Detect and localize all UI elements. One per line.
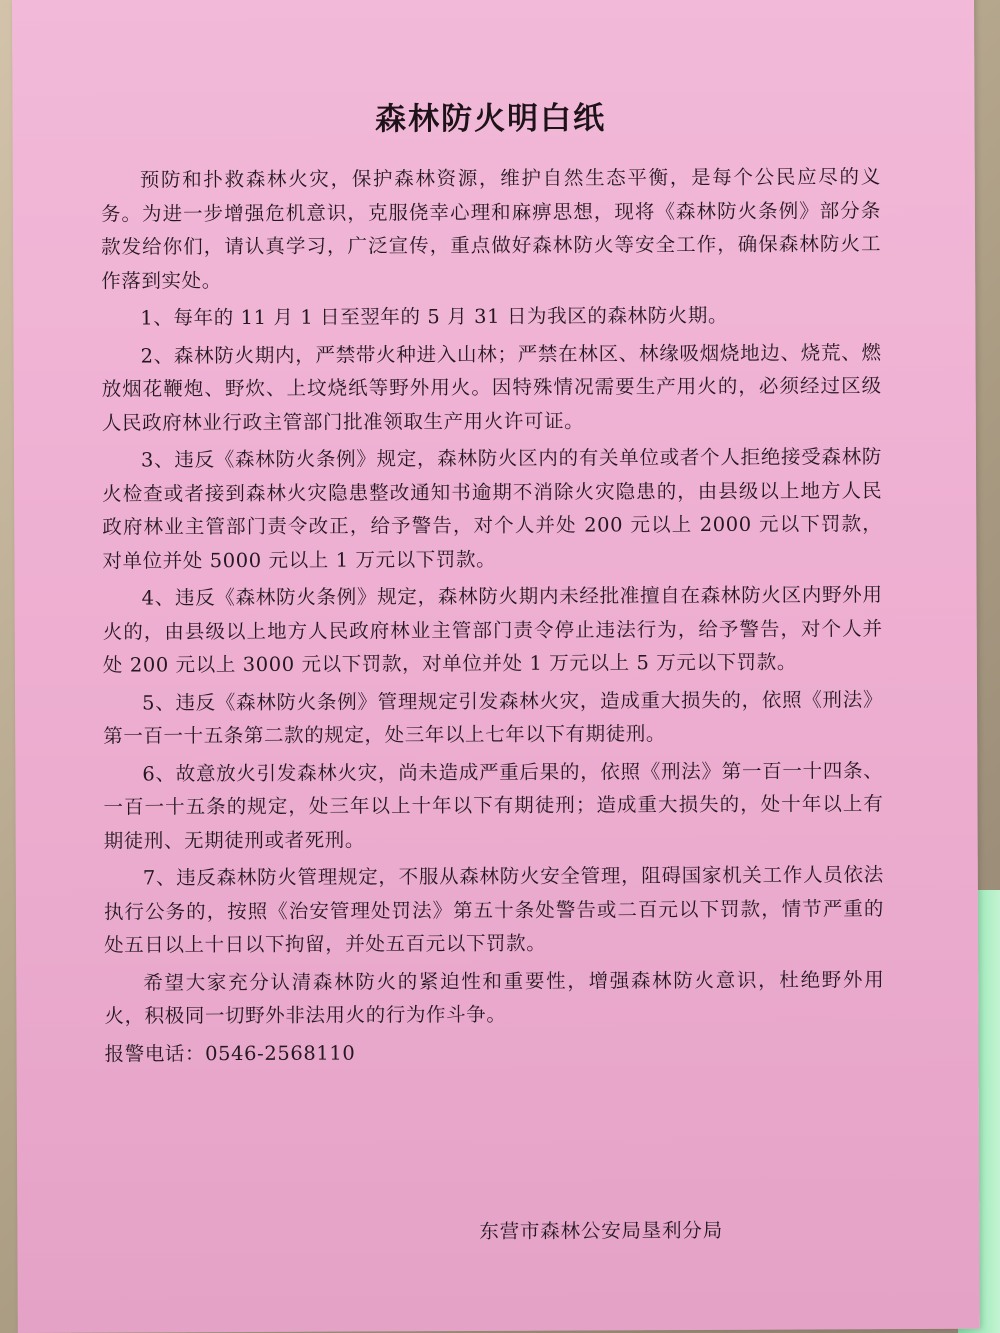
document-title: 森林防火明白纸 (374, 100, 607, 138)
closing-paragraph: 希望大家充分认清森林防火的紧迫性和重要性，增强森林防火意识，杜绝野外用火，积极同一切野外非法用火的行为作斗争。 (104, 967, 885, 1028)
clause-4: 4、违反《森林防火条例》规定，森林防火期内未经批准擅自在森林防火区内野外用火的，由县级以上地方人民政府林业主管部门责令停止违法行为，给予警告，对个人并处 200 元以上 3000 元以下罚款，对单位并处 1 万元以上 5 万元以下罚款。 (102, 583, 883, 677)
emergency-phone: 报警电话：0546-2568110 (104, 1041, 356, 1066)
clause-1: 1、每年的 11 月 1 日至翌年的 5 月 31 日为我区的森林防火期。 (140, 303, 729, 330)
intro-paragraph: 预防和扑救森林火灾，保护森林资源，维护自然生态平衡，是每个公民应尽的义务。为进一步增强危机意识，克服侥幸心理和麻痹思想，现将《森林防火条例》部分条款发给你们，请认真学习，广泛宣传，重点做好森林防火等安全工作，确保森林防火工作落到实处。 (100, 165, 882, 293)
notice-body (100, 96, 884, 1070)
clause-7: 7、违反森林防火管理规定，不服从森林防火安全管理，阻碍国家机关工作人员依法执行公务的，按照《治安管理处罚法》第五十条处警告或二百元以下罚款，情节严重的处五日以上十日以下拘留，并处五百元以下罚款。 (103, 863, 885, 957)
clause-5: 5、违反《森林防火条例》管理规定引发森林火灾，造成重大损失的，依照《刑法》第一百一十五条第二款的规定，处三年以上七年以下有期徒刑。 (103, 687, 884, 748)
notice-sheet (12, 0, 980, 1333)
clause-2: 2、森林防火期内，严禁带火种进入山林；严禁在林区、林缘吸烟烧地边、烧荒、燃放烟花鞭炮、野炊、上坟烧纸等野外用火。因特殊情况需要生产用火的，必须经过区级人民政府林业行政主管部门批准领取生产用火许可证。 (101, 340, 882, 435)
issuer-signature: 东营市森林公安局垦利分局 (479, 1218, 724, 1243)
clause-3: 3、违反《森林防火条例》规定，森林防火区内的有关单位或者个人拒绝接受森林防火检查或者接到森林火灾隐患整改通知书逾期不消除火灾隐患的，由县级以上地方人民政府林业主管部门责令改正，给予警告，对个人并处 200 元以上 2000 元以下罚款，对单位并处 5000 元以上 1 万元以下罚款。 (102, 445, 883, 573)
clause-6: 6、故意放火引发森林火灾，尚未造成严重后果的，依照《刑法》第一百一十四条、一百一十五条的规定，处三年以上十年以下有期徒刑；造成重大损失的，处十年以上有期徒刑、无期徒刑或者死刑。 (103, 758, 884, 853)
